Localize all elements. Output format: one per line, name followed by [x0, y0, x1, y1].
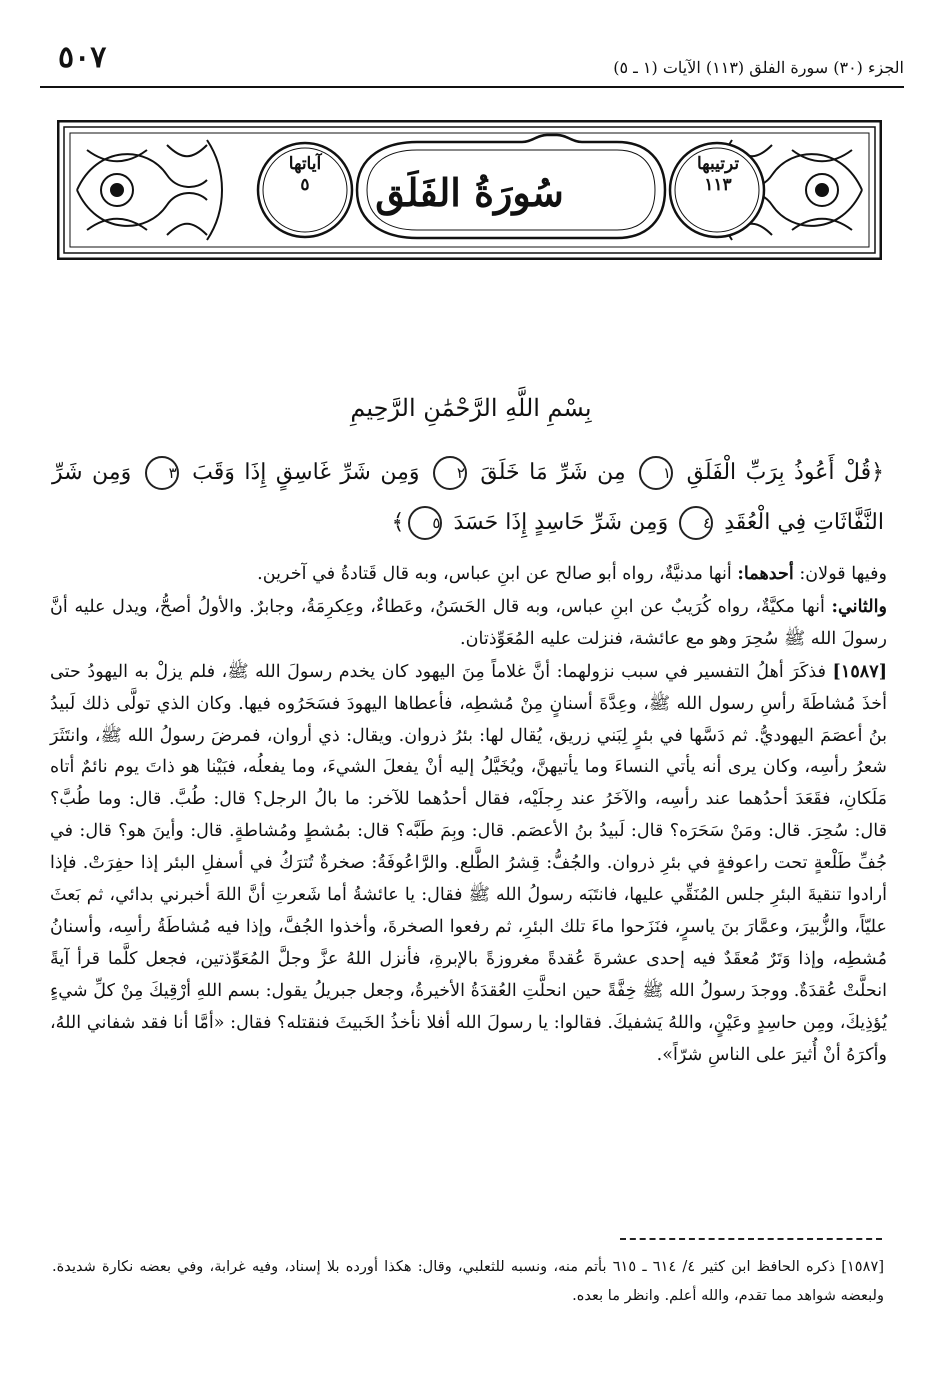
surah-title: سُورَةُ الفَلَق	[375, 170, 564, 215]
footnote: [١٥٨٧] ذكره الحافظ ابن كثير ٤/ ٦١٤ ـ ٦١٥ بأتم منه، ونسبه للثعلبي، وقال: هكذا أورده بلا إسناد، وفيه غرابة، وفي بعضه نكارة شديدة. ولبعضه شواهد مما تقدم، والله أعلم. وانظر ما بعده.	[52, 1258, 885, 1304]
bold-term: والثاني:	[831, 595, 887, 617]
paragraph	[50, 656, 887, 1072]
verses-medallion	[262, 154, 348, 197]
order-medallion	[675, 154, 761, 197]
verse-3: وَمِن شَرِّ غَاسِقٍ إِذَا وَقَبَ	[192, 460, 420, 485]
basmala: بِسْمِ اللَّهِ الرَّحْمَٰنِ الرَّحِيمِ	[350, 394, 592, 422]
surah-banner	[57, 120, 882, 260]
running-title: الجزء (٣٠) سورة الفلق (١١٣) الآيات (١ ـ ٥)	[613, 58, 904, 77]
verse-number: ٢	[433, 456, 467, 490]
verse-4: وَمِن شَرِّ النَّفَّاثَاتِ فِي الْعُقَدِ	[52, 460, 884, 535]
paragraph-text: أنها مدنيَّةٌ، رواه أبو صالح عن ابنِ عباس، وبه قال قَتادةُ في آخرين.	[257, 564, 732, 584]
paragraph	[50, 591, 887, 656]
verse-5: وَمِن شَرِّ حَاسِدٍ إِذَا حَسَدَ	[453, 510, 669, 535]
bold-term: أحدهما:	[737, 563, 794, 584]
footnote-separator	[620, 1238, 882, 1240]
paragraph-lead: وفيها قولان:	[799, 564, 887, 584]
header-rule	[40, 86, 904, 88]
paragraph-text: فذكَرَ أهلُ التفسير في سبب نزولهما: أنَّ غلاماً مِنَ اليهود كان يخدم رسولَ الله ﷺ، فلم يزلْ به اليهودُ حتى أخذَ مُشاطَةَ رأسِ رسول الله ﷺ، وعِدَّةَ أسنانٍ مِنْ مُشطِه، فأعطاها اليهودَ فسَحَرُوه فيها. وكان الذي تولَّى ذلك لَبيدُ بنُ أعصَمَ اليهوديُّ. ثم دَسَّها في بئرٍ لِبَني زريق، يُقال لها: بئرُ ذروان. ويقال: ذي أروان، فمرضَ رسولُ الله ﷺ، وانتَثَرَ شعرُ رأسِه، وكان يرى أنه يأتي النساءَ وما يأتيهنَّ، ويُخَيَّلُ إليه أنْ يفعلَ الشيءَ، وما يفعلُه، فبَيْنا هو ذاتَ يوم نائمٌ أتاه مَلَكانِ، فقَعَدَ أحدُهما عند رأسِه، والآخَرُ عند رِجلَيْه، فقال أحدُهما للآخر: ما بالُ الرجل؟ قال: طُبَّ. قال: وما طُبَّ؟ قال: سُحِرَ. قال: ومَنْ سَحَرَه؟ قال: لَبيدُ بنُ الأعصَم. قال: وبِمَ طَبَّه؟ قال: بمُشطٍ ومُشاطةٍ. قال: وأينَ هو؟ قال: في جُفِّ طَلْعةٍ تحت راعوفةٍ في بئرِ ذروان. والجُفُّ: قِشرُ الطَّلع. والرَّاعُوفَةُ: صخرةٌ تُترَكُ في أسفلِ البئر إذا حفِرَتْ. فإذا أرادوا تنقيةَ البئرِ جلس المُنَقِّي عليها، فانتَبَه رسولُ الله ﷺ فقال: يا عائشةُ أما شَعرتِ أنَّ اللهَ أخبرني بدائي، ثم بَعثَ عليّاً، والزُّبيرَ، وعمَّارَ بنَ ياسرٍ، فنَزَحوا ماءَ تلك البئرِ، ثم رفعوا الصخرةَ، وأخذوا الجُفَّ، وإذا فيه مُشاطَةُ رأسِه، وأسنانُ مُشطِه، وإذا وَتَرٌ مُعقَدٌ فيه إحدى عشرةَ عُقدةً مغروزةً بالإبرةِ، فأنزل اللهُ عزَّ وجلَّ المُعَوِّذتين، فجعل كلَّما قرأ آيةً انحلَّتْ عُقدَةٌ. ووجدَ رسولُ الله ﷺ خِفَّةً حين انحلَّتِ العُقدَةُ الأخيرةُ، وجعل جبريلُ يقول: بسم اللهِ أرْقِيكَ مِنْ كلِّ شيءٍ يُؤذِيكَ، ومِن حاسِدٍ وعَيْنٍ، واللهُ يَشفيكَ. فقالوا: يا رسولَ الله أفلا نأخذُ الخَبيثَ فنقتله؟ فقال: «أمَّا أنا فقد شفاني اللهُ، وأكرَهُ أنْ أُثيرَ على الناسِ شرّاً».	[50, 661, 887, 1065]
bracket-open: ﴿	[871, 460, 884, 485]
verse-2: مِن شَرِّ مَا خَلَقَ	[480, 460, 626, 485]
reference-number: [١٥٨٧]	[832, 660, 888, 682]
quran-verses	[52, 448, 884, 548]
verses-value: ٥	[300, 175, 310, 196]
paragraph-text: أنها مكيَّةٌ، رواه كُرَيبٌ عن ابنِ عباس، وبه قال الحَسَنُ، وعَطاءٌ، وعِكرِمَةُ، وجابرٌ. والأولُ أصحُّ، ويدل عليه أنَّ رسولَ الله ﷺ سُحِرَ وهو مع عائشة، فنزلت عليه المُعَوِّذتان.	[50, 596, 887, 649]
page-header	[40, 38, 904, 90]
verse-number: ١	[639, 456, 673, 490]
verse-1: قُلْ أَعُوذُ بِرَبِّ الْفَلَقِ	[686, 460, 872, 485]
verse-number: ٥	[408, 506, 442, 540]
paragraph	[50, 558, 887, 591]
footnotes	[52, 1252, 884, 1310]
commentary-text	[50, 558, 887, 1072]
bracket-close: ﴾	[391, 510, 405, 535]
verse-number: ٤	[679, 506, 713, 540]
order-value: ١١٣	[704, 175, 732, 196]
verses-label: آياتها	[288, 154, 322, 174]
page-number: ٥٠٧	[58, 40, 107, 75]
verse-number: ٣	[145, 456, 179, 490]
order-label: ترتيبها	[696, 154, 740, 174]
